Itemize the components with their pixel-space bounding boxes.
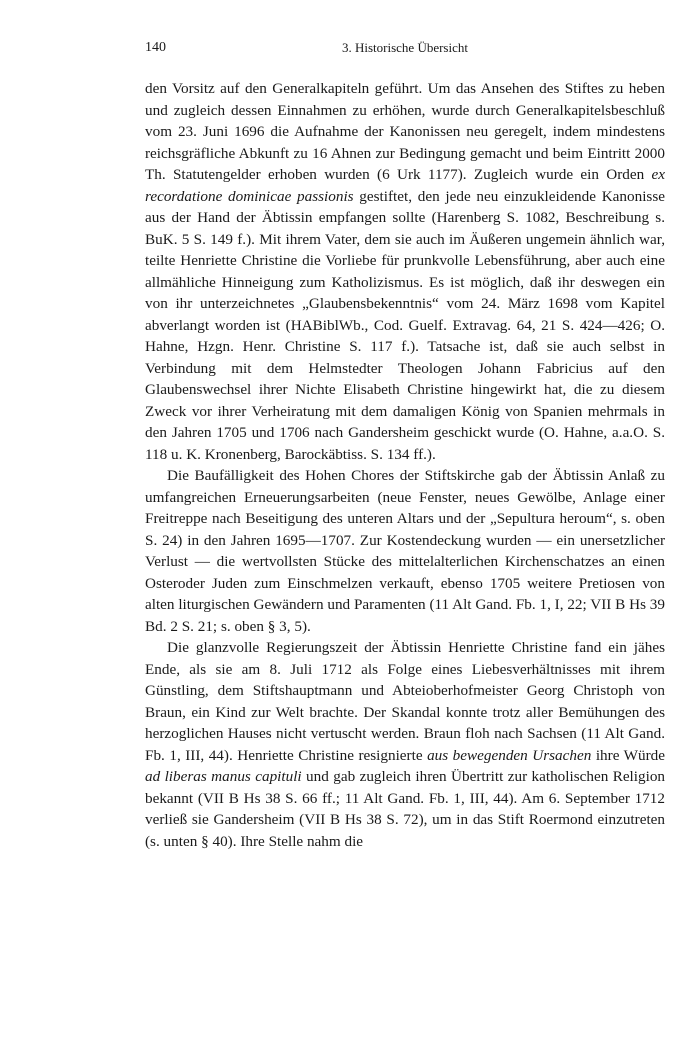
text-run: Die glanzvolle Regierungszeit der Äbtissin Henriette Christine fand ein jähes Ende, als sie am 8. Juli 1712 als Folge eines Liebesverhältnisses mit ihrem Günstling, dem Stiftshauptmann und Abteioberhofmeister Georg Christoph von Braun, ein Kind zur Welt brachte. Der Skandal konnte trotz aller Bemühungen des herzoglichen Hauses nicht vertuscht werden. Braun floh nach Sachsen (11 Alt Gand. Fb. 1, III, 44). Henriette Christine resignierte bbox=[145, 639, 665, 764]
body-text bbox=[145, 78, 665, 852]
italic-phrase: aus bewegenden Ursachen bbox=[427, 746, 592, 764]
text-run: ihre Würde bbox=[591, 746, 665, 764]
paragraph-2 bbox=[145, 465, 665, 637]
running-head: 3. Historische Übersicht bbox=[341, 40, 468, 55]
text-run: den Vorsitz auf den Generalkapiteln geführt. Um das Ansehen des Stiftes zu heben und zugleich dessen Einnahmen zu erhöhen, wurde durch Generalkapitelsbeschluß vom 23. Juni 1696 die Aufnahme der Kanonissen neu geregelt, indem mindestens reichsgräfliche Abkunft zu 16 Ahnen zur Bedingung gemacht und beim Eintritt 2000 Th. Statutengelder erhoben wurden (6 Urk 1177). Zugleich wurde ein Orden bbox=[145, 80, 665, 183]
text-run: Die Baufälligkeit des Hohen Chores der Stiftskirche gab der Äbtissin Anlaß zu umfangreichen Erneuerungsarbeiten (neue Fenster, neues Gewölbe, Anlage einer Freitreppe nach Beseitigung des unteren Altars und der „Sepultura heroum“, s. oben S. 24) in den Jahren 1695—1707. Zur Kostendeckung wurden — ein unersetzlicher Verlust — die wertvollsten Stücke des mittelalterlichen Kirchenschatzes an einen Osteroder Juden zum Einschmelzen verkauft, ebenso 1705 weitere Pretiosen von alten liturgischen Gewändern und Paramenten (11 Alt Gand. Fb. 1, I, 22; VII B Hs 39 Bd. 2 S. 21; s. oben § 3, 5). bbox=[145, 467, 665, 635]
page-number: 140 bbox=[145, 40, 166, 55]
italic-phrase: ad liberas manus capituli bbox=[145, 768, 302, 785]
text-run: gestiftet, den jede neu einzukleidende Kanonisse aus der Hand der Äbtissin empfangen sollte (Harenberg S. 1082, Beschreibung s. BuK. 5 S. 149 f.). Mit ihrem Vater, dem sie auch im Äußeren ungemein ähnlich war, teilte Henriette Christine die Vorliebe für prunkvolle Lebensführung, aber auch eine allmähliche Hinneigung zum Katholizismus. Es ist möglich, daß ihr deswegen ein von ihr unterzeichnetes „Glaubensbekenntnis“ vom 24. März 1698 vom Kapitel abverlangt worden ist (HABiblWb., Cod. Guelf. Extravag. 64, 21 S. 424—426; O. Hahne, Hzgn. Henr. Christine S. 117 f.). Tatsache ist, daß sie auch selbst in Verbindung mit dem Helmstedter Theologen Johann Fabricius auf den Glaubenswechsel ihrer Nichte Elisabeth Christine hingewirkt hat, die zu diesem Zweck vor ihrer Verheiratung mit dem damaligen König von Spanien mehrmals in den Jahren 1705 und 1706 nach Gandersheim geschickt wurde (O. Hahne, a.a.O. S. 118 u. K. Kronenberg, Barockäbtiss. S. 134 ff.). bbox=[145, 187, 665, 463]
paragraph-1 bbox=[145, 78, 665, 465]
page-header bbox=[145, 40, 665, 62]
text-run: und gab zugleich ihren Übertritt zur katholischen Religion bekannt (VII B Hs 38 S. 66 ff.; 11 Alt Gand. Fb. 1, III, 44). Am 6. September 1712 verließ sie Gandersheim (VII B Hs 38 S. 72), um in das Stift Roermond einzutreten (s. unten § 40). Ihre Stelle nahm die bbox=[145, 768, 666, 850]
italic-phrase: ex recordatione dominicae passionis bbox=[145, 166, 665, 205]
paragraph-3 bbox=[145, 637, 665, 852]
